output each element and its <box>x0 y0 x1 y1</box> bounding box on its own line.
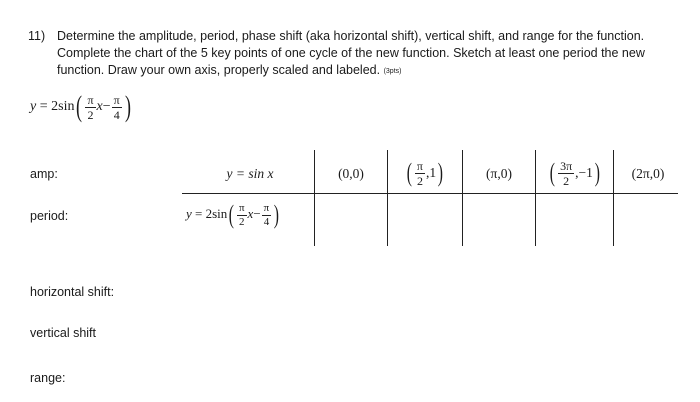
key-point-3: (π,0) <box>486 166 512 181</box>
table-row2-label: y = 2sin( $\frac{\pi}{2}$ x− $\frac{\pi}{4}$ ) <box>186 200 280 229</box>
fraction-pi-over-2: $\frac{\pi}{2}$ <box>87 92 94 122</box>
question-line-2: Complete the chart of the 5 key points of one cycle of the new function. Sketch at least one period the new <box>57 46 645 60</box>
period-label: period: <box>30 209 69 223</box>
row1-label-text: y = sin x <box>226 166 274 181</box>
vertical-shift-label: vertical shift <box>30 326 96 340</box>
horizontal-shift-label: horizontal shift: <box>30 285 115 299</box>
table-divider-2 <box>387 150 388 246</box>
points-label: (3pts) <box>383 68 402 75</box>
table-row1-label <box>215 163 285 185</box>
question-line-1: Determine the amplitude, period, phase shift (aka horizontal shift), vertical shift, and range for the function. <box>57 29 645 43</box>
amp-label: amp: <box>30 167 58 181</box>
function-coef: 2 <box>51 99 59 115</box>
function-var: x <box>96 99 103 115</box>
key-point-4: ( $\frac{3\pi}{2}$ ,−1 ) <box>550 158 600 188</box>
question-line-3-text: function. Draw your own axis, properly scaled and labeled. <box>57 63 381 77</box>
table-divider-4 <box>535 150 536 246</box>
range-label: range: <box>30 371 66 385</box>
function-y: y <box>30 99 37 115</box>
key-point-2: ( $\frac{\pi}{2}$ ,1 ) <box>406 158 444 188</box>
table-divider-1 <box>314 150 315 246</box>
function-minus: − <box>102 99 111 115</box>
table-horizontal-line <box>182 193 678 194</box>
function-expression: y = 2sin( $\frac{\pi}{2}$ x− $\frac{\pi}{4}$ ) <box>30 90 131 123</box>
key-point-1: (0,0) <box>338 166 364 181</box>
table-divider-5 <box>613 150 614 246</box>
function-equals: = <box>39 99 48 115</box>
question-number: 11) <box>28 29 46 43</box>
function-trig: sin <box>58 99 75 115</box>
question-line-3 <box>57 63 401 77</box>
key-point-5: (2π,0) <box>631 166 665 181</box>
table-divider-3 <box>462 150 463 246</box>
fraction-pi-over-4: $\frac{\pi}{4}$ <box>113 92 120 122</box>
